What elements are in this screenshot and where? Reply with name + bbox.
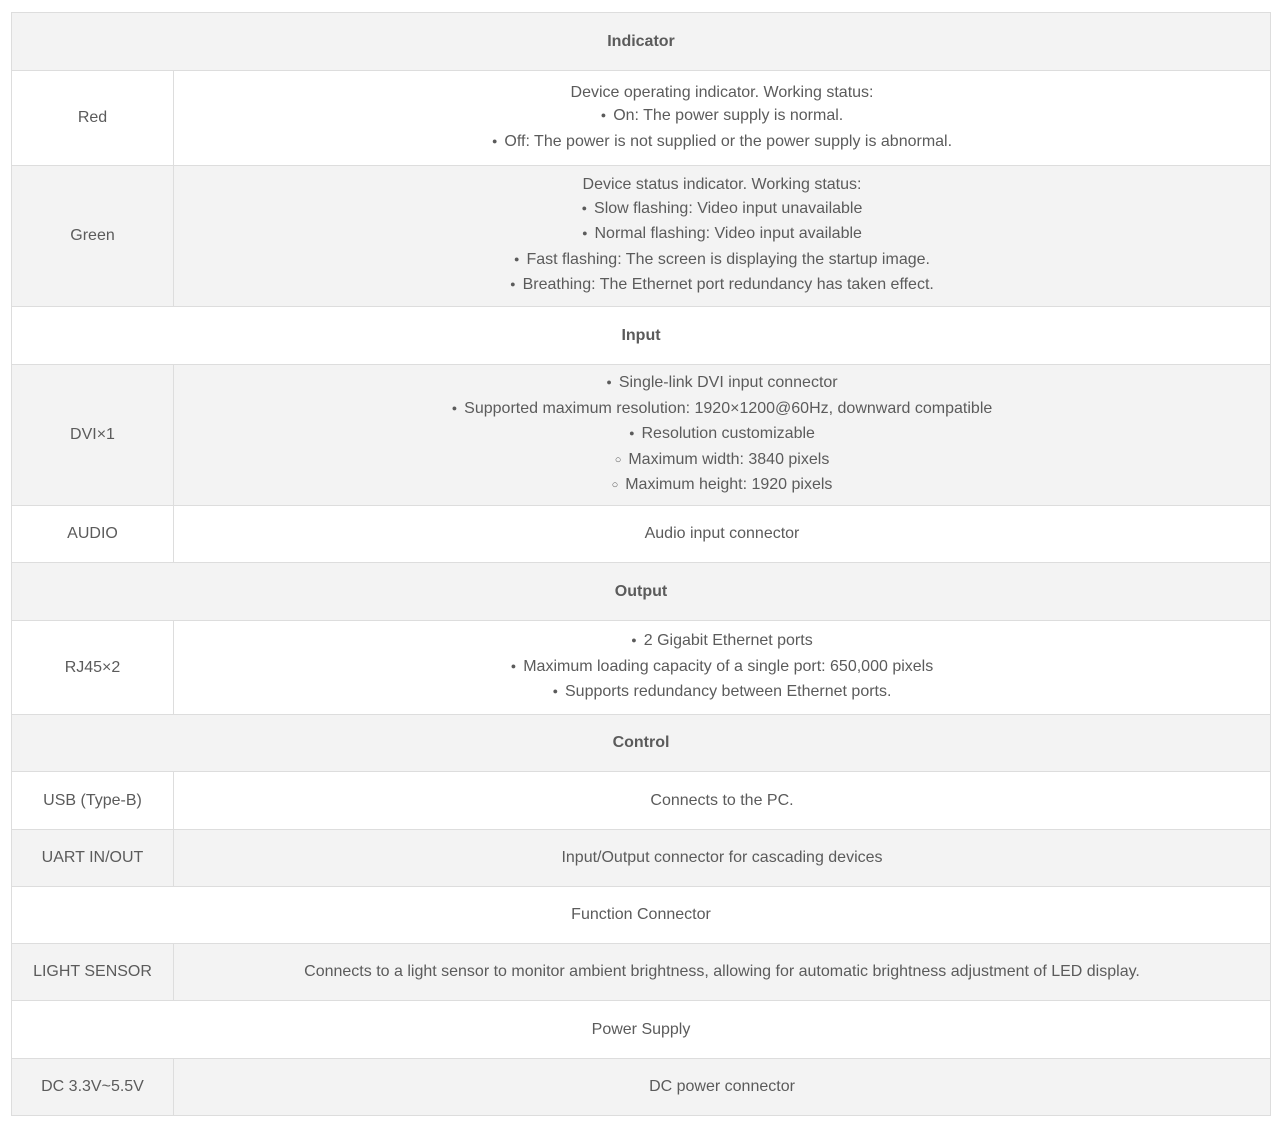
bullet-item: ● 2 Gigabit Ethernet ports bbox=[182, 629, 1262, 655]
bullet-item: ● Fast flashing: The screen is displaying the startup image. bbox=[182, 248, 1262, 274]
row-desc-light-sensor: Connects to a light sensor to monitor ambient brightness, allowing for automatic brightness adjustment of LED display. bbox=[174, 944, 1271, 1001]
bullet-item: ● Off: The power is not supplied or the power supply is abnormal. bbox=[182, 130, 1262, 156]
desc-intro: Device status indicator. Working status: bbox=[582, 176, 862, 194]
table-row-dvi bbox=[12, 365, 1271, 506]
row-desc-rj45 bbox=[174, 621, 1271, 715]
section-row-power-supply bbox=[12, 1001, 1271, 1059]
table-row-audio bbox=[12, 506, 1271, 563]
sub-bullet-item: ○ Maximum height: 1920 pixels bbox=[182, 473, 1262, 499]
row-desc-dvi bbox=[174, 365, 1271, 506]
section-row-function-connector bbox=[12, 887, 1271, 944]
table-row-green bbox=[12, 166, 1271, 307]
section-title-power-supply: Power Supply bbox=[12, 1001, 1271, 1059]
table-row-dc bbox=[12, 1059, 1271, 1116]
bullet-item: ● Supported maximum resolution: 1920×1200@60Hz, downward compatible bbox=[182, 397, 1262, 423]
section-title-control: Control bbox=[12, 715, 1271, 772]
section-row-indicator bbox=[12, 13, 1271, 71]
section-row-output bbox=[12, 563, 1271, 621]
section-title-input: Input bbox=[12, 307, 1271, 365]
section-row-control bbox=[12, 715, 1271, 772]
row-desc-dc: DC power connector bbox=[174, 1059, 1271, 1116]
section-row-input bbox=[12, 307, 1271, 365]
table-row-red bbox=[12, 71, 1271, 166]
table-row-rj45 bbox=[12, 621, 1271, 715]
spec-table bbox=[11, 12, 1271, 1116]
row-label-audio: AUDIO bbox=[12, 506, 174, 563]
table-row-light-sensor bbox=[12, 944, 1271, 1001]
desc-intro: Device operating indicator. Working status: bbox=[570, 83, 874, 101]
section-title-output: Output bbox=[12, 563, 1271, 621]
bullet-item: ● Single-link DVI input connector bbox=[182, 371, 1262, 397]
row-desc-red bbox=[174, 71, 1271, 166]
row-label-rj45: RJ45×2 bbox=[12, 621, 174, 715]
table-row-usb bbox=[12, 772, 1271, 830]
row-desc-audio: Audio input connector bbox=[174, 506, 1271, 563]
table-row-uart bbox=[12, 830, 1271, 887]
row-label-light-sensor: LIGHT SENSOR bbox=[12, 944, 174, 1001]
bullet-item: ● Resolution customizable bbox=[182, 422, 1262, 448]
row-label-usb: USB (Type-B) bbox=[12, 772, 174, 830]
sub-bullet-item: ○ Maximum width: 3840 pixels bbox=[182, 448, 1262, 474]
row-label-uart: UART IN/OUT bbox=[12, 830, 174, 887]
row-label-dc: DC 3.3V~5.5V bbox=[12, 1059, 174, 1116]
row-desc-green bbox=[174, 166, 1271, 307]
section-title-function-connector: Function Connector bbox=[12, 887, 1271, 944]
bullet-item: ● Breathing: The Ethernet port redundancy has taken effect. bbox=[182, 273, 1262, 299]
row-desc-uart: Input/Output connector for cascading devices bbox=[174, 830, 1271, 887]
row-desc-usb: Connects to the PC. bbox=[174, 772, 1271, 830]
bullet-item: ● On: The power supply is normal. bbox=[182, 104, 1262, 130]
row-label-green: Green bbox=[12, 166, 174, 307]
row-label-red: Red bbox=[12, 71, 174, 166]
bullet-item: ● Maximum loading capacity of a single port: 650,000 pixels bbox=[182, 655, 1262, 681]
bullet-item: ● Supports redundancy between Ethernet ports. bbox=[182, 680, 1262, 706]
row-label-dvi: DVI×1 bbox=[12, 365, 174, 506]
bullet-item: ● Normal flashing: Video input available bbox=[182, 222, 1262, 248]
bullet-item: ● Slow flashing: Video input unavailable bbox=[182, 197, 1262, 223]
section-title-indicator: Indicator bbox=[12, 13, 1271, 71]
